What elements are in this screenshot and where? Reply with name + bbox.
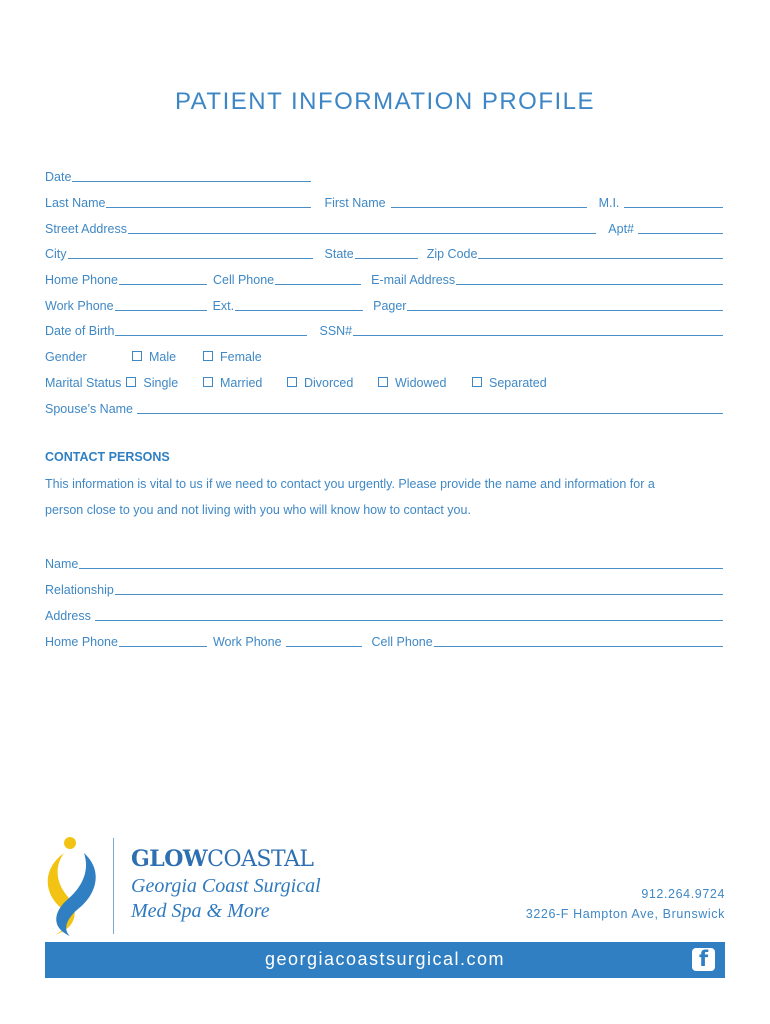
email-label: E-mail Address	[371, 273, 456, 287]
first-name-field[interactable]	[391, 195, 587, 208]
widowed-checkbox[interactable]	[378, 377, 388, 387]
state-field[interactable]	[355, 246, 418, 259]
married-label: Married	[220, 376, 263, 390]
brand-name: GLOWCOASTAL	[131, 846, 314, 872]
marital-status-label: Marital Status Single	[45, 376, 179, 390]
contact-home-phone-label: Home Phone	[45, 635, 118, 649]
contact-phone-row	[45, 631, 723, 649]
married-checkbox[interactable]	[203, 377, 213, 387]
contact-work-phone-label: Work Phone	[212, 635, 282, 649]
marital-row	[45, 372, 723, 390]
footer-bar	[45, 942, 725, 978]
spouse-name-label: Spouse’s Name	[45, 402, 134, 416]
pager-label: Pager	[373, 299, 407, 313]
date-label: Date	[45, 170, 72, 184]
ext-field[interactable]	[235, 298, 363, 311]
marital-option-divorced[interactable]	[287, 376, 353, 390]
relationship-field[interactable]	[115, 582, 723, 595]
contact-address-row	[45, 605, 723, 623]
divorced-label: Divorced	[304, 376, 354, 390]
contact-address-label: Address	[45, 609, 91, 623]
contact-persons-heading: CONTACT PERSONS	[45, 450, 170, 464]
marital-option-married[interactable]	[203, 376, 262, 390]
gender-row	[45, 346, 723, 364]
street-address-label: Street Address	[45, 222, 127, 236]
work-row	[45, 295, 723, 313]
last-name-label: Last Name	[45, 196, 106, 210]
relationship-label: Relationship	[45, 583, 114, 597]
phone-number: 912.264.9724	[641, 887, 725, 901]
single-label: Single	[143, 376, 179, 390]
contact-cell-phone-field[interactable]	[434, 634, 723, 647]
date-row	[45, 166, 723, 184]
zip-field[interactable]	[478, 246, 723, 259]
contact-work-phone-field[interactable]	[286, 634, 362, 647]
facebook-icon[interactable]: f	[692, 948, 715, 971]
ssn-label: SSN#	[319, 324, 353, 338]
gender-label: Gender	[45, 350, 87, 364]
contact-paragraph-line-1: This information is vital to us if we need to contact you urgently. Please provide the name and information for a	[45, 477, 655, 491]
apt-label: Apt#	[608, 222, 634, 236]
dob-label: Date of Birth	[45, 324, 115, 338]
home-phone-label: Home Phone	[45, 273, 118, 287]
last-name-field[interactable]	[106, 195, 311, 208]
gender-option-male[interactable]	[132, 350, 176, 364]
home-phone-field[interactable]	[119, 272, 207, 285]
dob-row	[45, 320, 723, 338]
contact-paragraph-line-2: person close to you and not living with you who will know how to contact you.	[45, 503, 471, 517]
email-field[interactable]	[456, 272, 723, 285]
glow-coastal-logo-icon	[40, 835, 102, 937]
dob-field[interactable]	[115, 323, 307, 336]
female-checkbox[interactable]	[203, 351, 213, 361]
male-label: Male	[149, 350, 177, 364]
work-phone-field[interactable]	[115, 298, 207, 311]
brand-tagline-1: Georgia Coast Surgical	[131, 875, 321, 897]
cell-phone-field[interactable]	[275, 272, 361, 285]
brand-tagline-2: Med Spa & More	[131, 900, 270, 922]
street-address: 3226-F Hampton Ave, Brunswick	[525, 907, 725, 921]
work-phone-label: Work Phone	[45, 299, 114, 313]
name-row	[45, 192, 723, 210]
street-address-field[interactable]	[128, 221, 596, 234]
spouse-row	[45, 398, 723, 416]
logo-divider	[113, 838, 114, 934]
cell-phone-label: Cell Phone	[212, 273, 275, 287]
ssn-field[interactable]	[353, 323, 723, 336]
spouse-name-field[interactable]	[137, 401, 723, 414]
mi-label: M.I.	[598, 196, 620, 210]
contact-name-field[interactable]	[79, 556, 723, 569]
city-field[interactable]	[68, 246, 313, 259]
state-label: State	[324, 247, 354, 261]
page-title: PATIENT INFORMATION PROFILE	[174, 88, 596, 115]
gender-option-female[interactable]	[203, 350, 262, 364]
divorced-checkbox[interactable]	[287, 377, 297, 387]
zip-label: Zip Code	[426, 247, 478, 261]
contact-home-phone-field[interactable]	[119, 634, 207, 647]
pager-field[interactable]	[407, 298, 723, 311]
widowed-label: Widowed	[395, 376, 447, 390]
city-label: City	[45, 247, 67, 261]
marital-option-widowed[interactable]	[378, 376, 446, 390]
marital-option-separated[interactable]	[472, 376, 547, 390]
contact-address-field[interactable]	[95, 608, 723, 621]
male-checkbox[interactable]	[132, 351, 142, 361]
date-field[interactable]	[72, 169, 311, 182]
city-row	[45, 243, 723, 261]
apt-field[interactable]	[638, 221, 723, 234]
contact-name-label: Name	[45, 557, 79, 571]
website-link[interactable]: georgiacoastsurgical.com	[264, 949, 506, 969]
street-row	[45, 218, 723, 236]
first-name-label: First Name	[324, 196, 386, 210]
ext-label: Ext.	[212, 299, 235, 313]
mi-field[interactable]	[624, 195, 723, 208]
separated-label: Separated	[489, 376, 547, 390]
contact-cell-phone-label: Cell Phone	[371, 635, 433, 649]
contact-name-row	[45, 553, 723, 571]
female-label: Female	[220, 350, 262, 364]
phone-row	[45, 269, 723, 287]
single-checkbox[interactable]	[126, 377, 136, 387]
separated-checkbox[interactable]	[472, 377, 482, 387]
relationship-row	[45, 579, 723, 597]
